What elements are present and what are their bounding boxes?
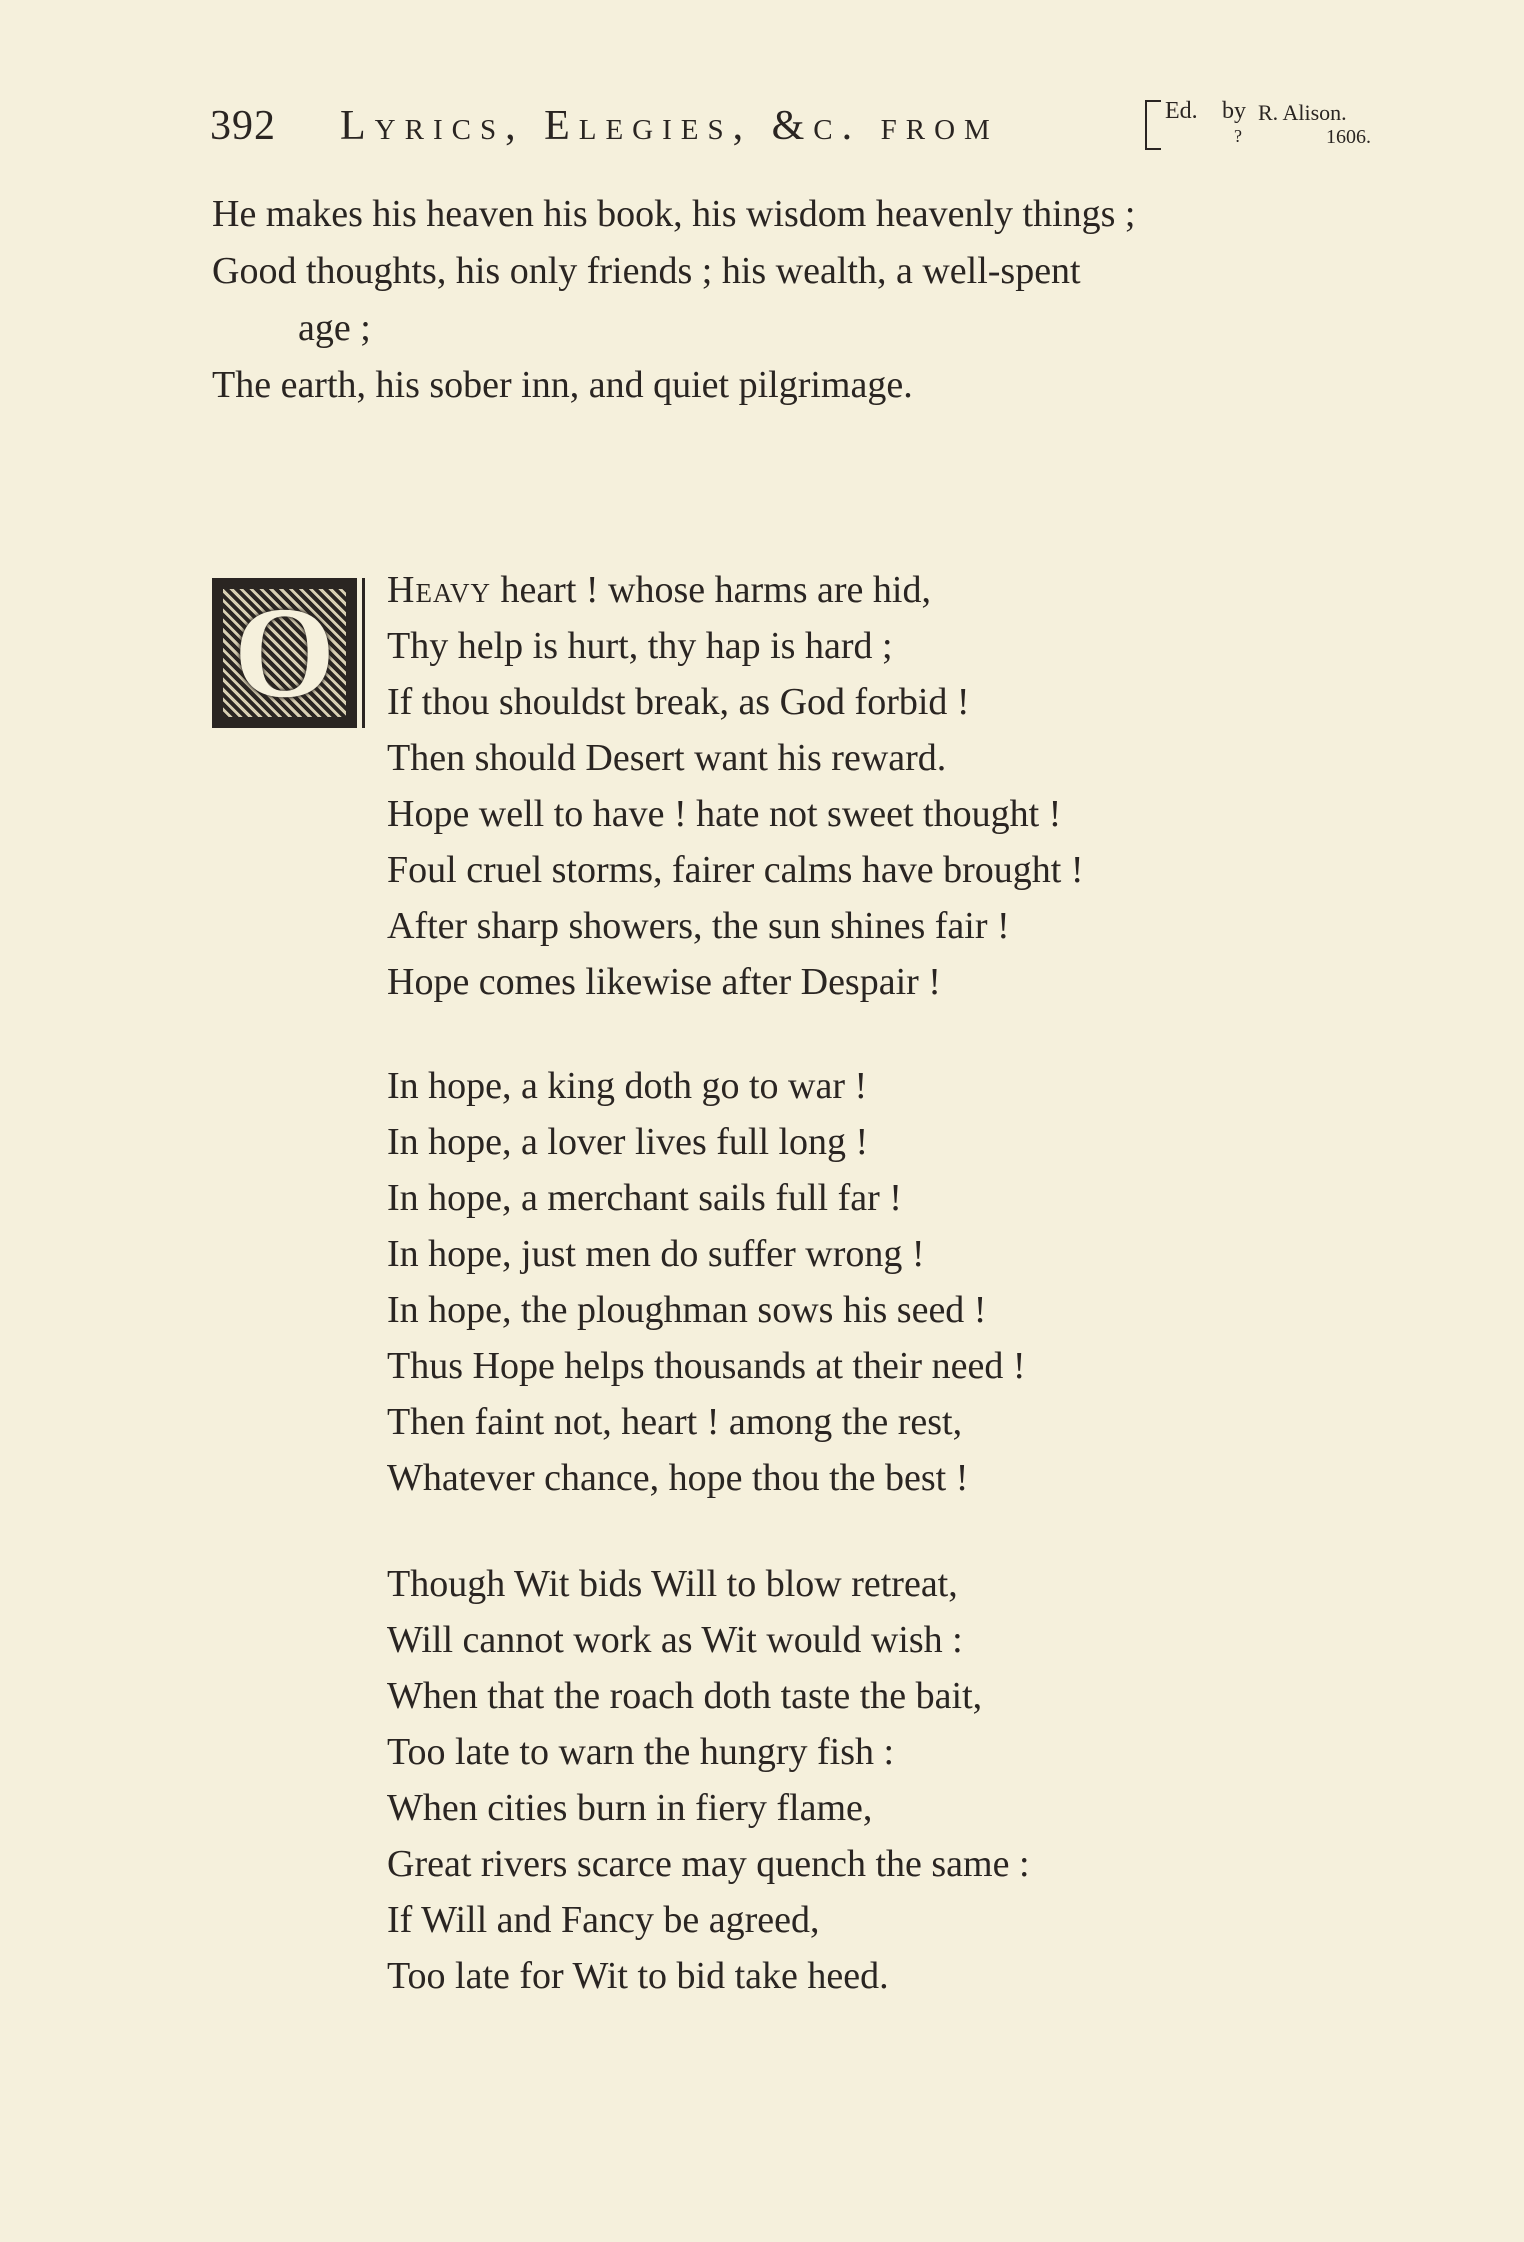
verse-line: Then should Desert want his reward. <box>387 737 947 779</box>
editor-prefix: Ed. <box>1165 98 1198 124</box>
running-title: Lyrics, Elegies, &c. from <box>340 103 999 149</box>
verse-line: Hope well to have ! hate not sweet thought ! <box>387 793 1062 835</box>
verse-line: Hope comes likewise after Despair ! <box>387 961 941 1003</box>
running-header <box>210 92 1410 162</box>
verse-line: Then faint not, heart ! among the rest, <box>387 1401 963 1443</box>
editor-year: 1606. <box>1326 126 1371 148</box>
verse-line: If thou shouldst break, as God forbid ! <box>387 681 970 723</box>
verse-line: Too late for Wit to bid take heed. <box>387 1955 889 1997</box>
verse-line: Too late to warn the hungry fish : <box>387 1731 895 1773</box>
verse-line: In hope, a lover lives full long ! <box>387 1121 869 1163</box>
verse-line: In hope, a merchant sails full far ! <box>387 1177 902 1219</box>
verse-line: age ; <box>298 307 371 349</box>
verse-line: Thus Hope helps thousands at their need ! <box>387 1345 1026 1387</box>
first-line-rest: heart ! whose harms are hid, <box>490 569 931 611</box>
verse-line: In hope, just men do suffer wrong ! <box>387 1233 925 1275</box>
verse-line: Whatever chance, hope thou the best ! <box>387 1457 969 1499</box>
verse-line: Great rivers scarce may quench the same : <box>387 1843 1030 1885</box>
verse-line: Will cannot work as Wit would wish : <box>387 1619 963 1661</box>
page-number: 392 <box>210 103 276 149</box>
verse-line-first <box>387 568 931 612</box>
verse-line: If Will and Fancy be agreed, <box>387 1899 820 1941</box>
verse-line: When cities burn in fiery flame, <box>387 1787 873 1829</box>
verse-line: After sharp showers, the sun shines fair ! <box>387 905 1010 947</box>
verse-line: Though Wit bids Will to blow retreat, <box>387 1563 958 1605</box>
verse-line: In hope, the ploughman sows his seed ! <box>387 1289 987 1331</box>
initial-rule <box>362 578 365 728</box>
editor-query: ? <box>1234 126 1242 146</box>
verse-line: In hope, a king doth go to war ! <box>387 1065 868 1107</box>
first-word: Heavy <box>387 569 491 611</box>
verse-line: Thy help is hurt, thy hap is hard ; <box>387 625 893 667</box>
verse-line: Foul cruel storms, fairer calms have brought ! <box>387 849 1084 891</box>
bracket-mark <box>1145 100 1161 150</box>
verse-line: The earth, his sober inn, and quiet pilgrimage. <box>212 364 913 406</box>
verse-line: He makes his heaven his book, his wisdom heavenly things ; <box>212 193 1136 235</box>
verse-line: Good thoughts, his only friends ; his wealth, a well-spent <box>212 250 1081 292</box>
editor-by: by <box>1222 98 1246 124</box>
initial-letter: O <box>233 581 336 725</box>
decorated-initial <box>212 578 357 728</box>
verse-line: When that the roach doth taste the bait, <box>387 1675 983 1717</box>
editor-name: R. Alison. <box>1258 100 1347 125</box>
